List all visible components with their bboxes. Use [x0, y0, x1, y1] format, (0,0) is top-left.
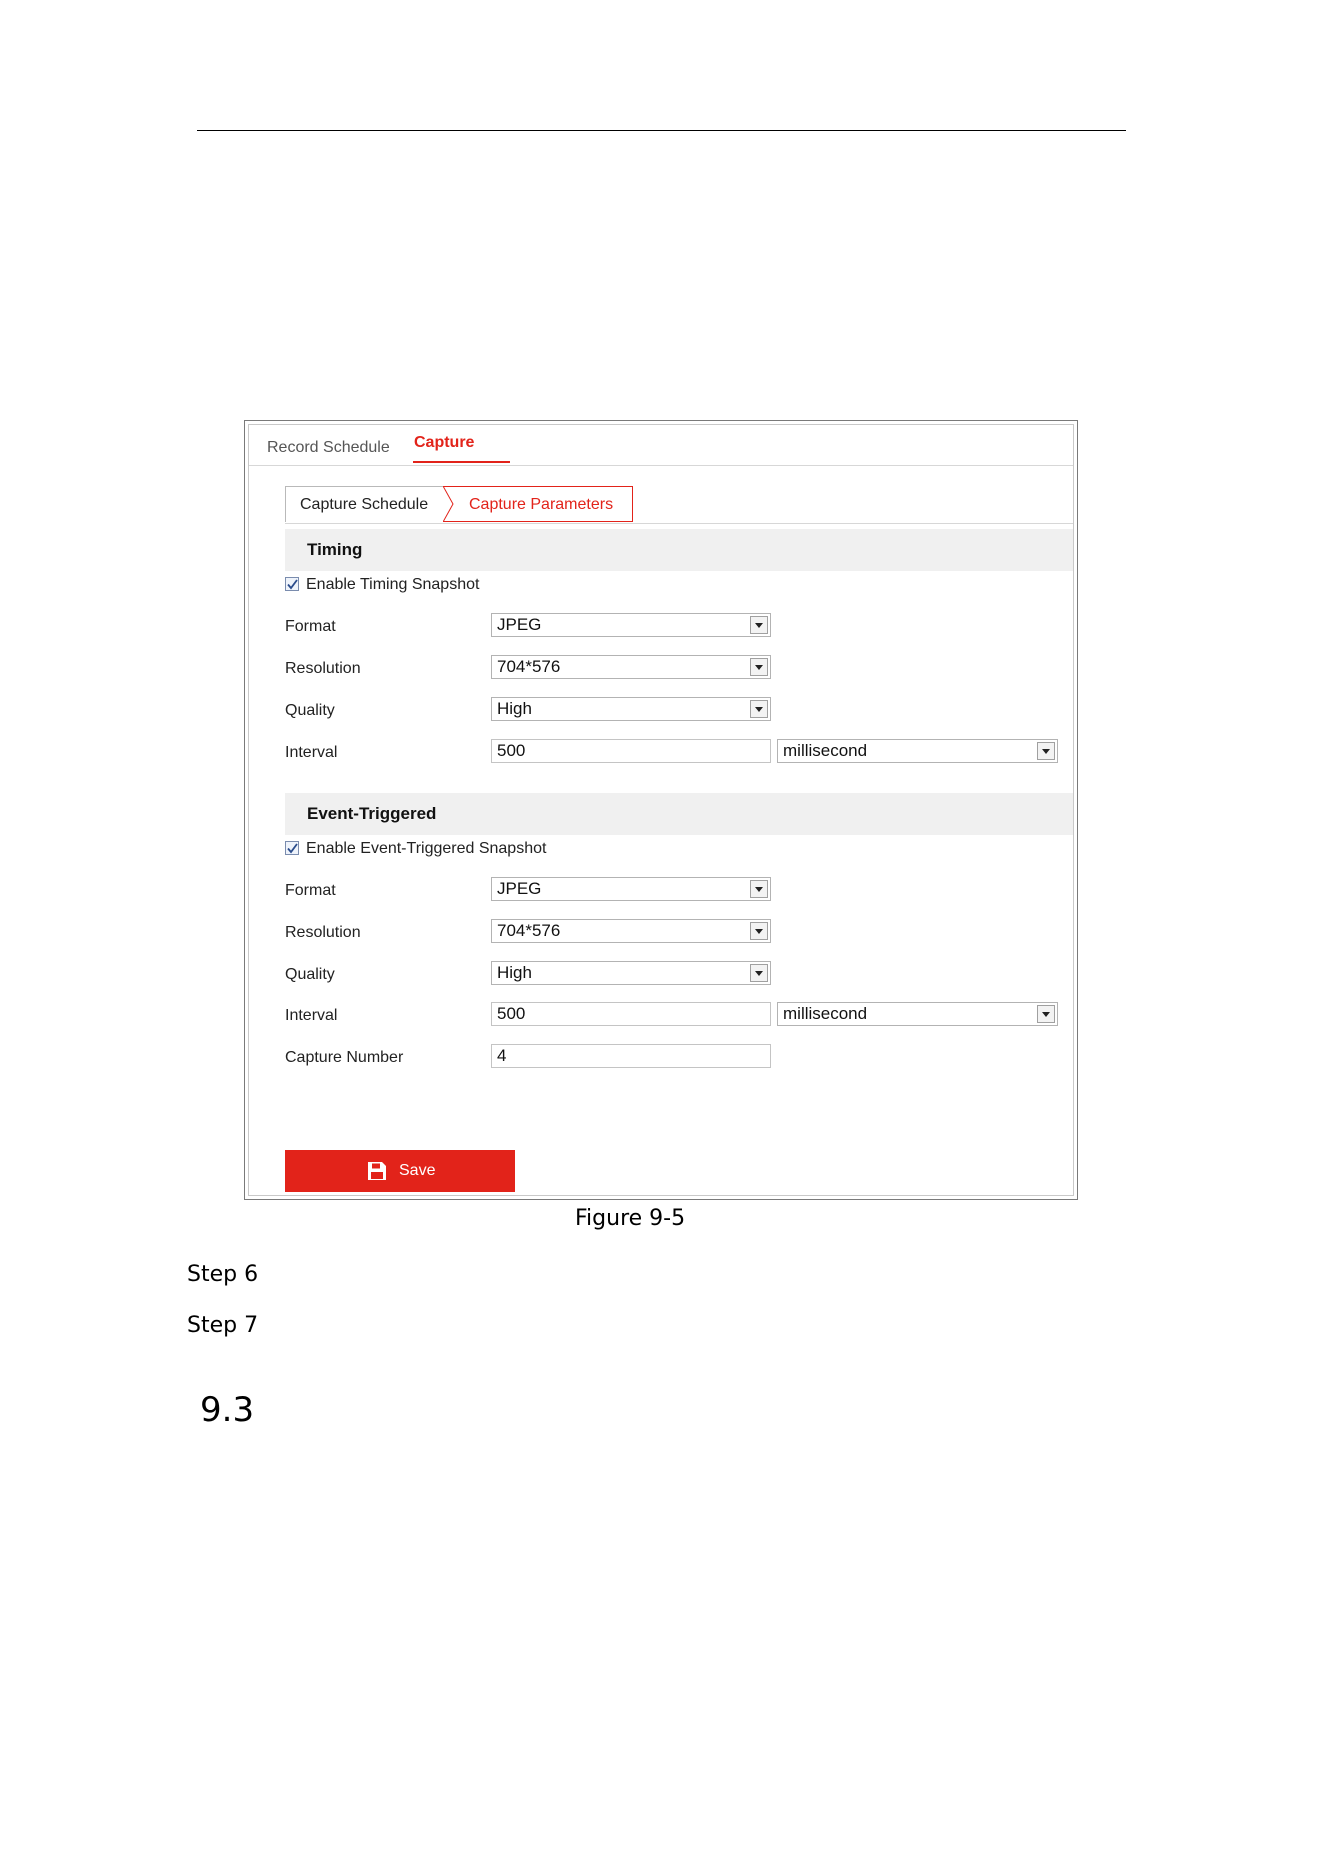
capture-number-input[interactable]: 4: [491, 1044, 771, 1068]
subtab-capture-parameters[interactable]: Capture Parameters: [443, 486, 633, 522]
event-format-label: Format: [285, 882, 336, 899]
timing-interval-label: Interval: [285, 744, 338, 761]
capture-settings-screenshot: [244, 420, 1078, 1200]
event-resolution-label: Resolution: [285, 924, 361, 941]
event-interval-unit-value: millisecond: [783, 1004, 868, 1023]
save-button-label: Save: [399, 1162, 436, 1179]
timing-resolution-value: 704*576: [497, 657, 561, 676]
section-heading-number: 9.3: [200, 1390, 255, 1430]
timing-format-label: Format: [285, 618, 336, 635]
dropdown-arrow-icon[interactable]: [1037, 742, 1055, 760]
event-resolution-value: 704*576: [497, 921, 561, 940]
capture-number-label: Capture Number: [285, 1049, 404, 1066]
subtab-chevron-icon: [443, 486, 455, 522]
timing-quality-label: Quality: [285, 702, 335, 719]
dropdown-arrow-icon[interactable]: [1037, 1005, 1055, 1023]
dropdown-arrow-icon[interactable]: [750, 964, 768, 982]
timing-format-select[interactable]: [491, 613, 771, 637]
dropdown-arrow-icon[interactable]: [750, 700, 768, 718]
tab-capture[interactable]: Capture: [414, 434, 475, 451]
timing-quality-value: High: [497, 699, 532, 718]
event-quality-value: High: [497, 963, 532, 982]
step-6: Step 6: [187, 1262, 259, 1287]
enable-timing-label: Enable Timing Snapshot: [306, 576, 480, 593]
event-quality-label: Quality: [285, 966, 335, 983]
dropdown-arrow-icon[interactable]: [750, 616, 768, 634]
enable-event-label: Enable Event-Triggered Snapshot: [306, 840, 547, 857]
event-quality-select[interactable]: [491, 961, 771, 985]
active-tab-underline: [413, 461, 510, 463]
subtab-capture-schedule[interactable]: Capture Schedule: [285, 486, 443, 522]
settings-panel: [248, 424, 1074, 1196]
timing-resolution-select[interactable]: [491, 655, 771, 679]
event-interval-label: Interval: [285, 1007, 338, 1024]
timing-format-value: JPEG: [497, 615, 542, 634]
step-7: Step 7: [187, 1313, 259, 1338]
enable-event-snapshot[interactable]: [285, 839, 546, 859]
enable-timing-snapshot[interactable]: [285, 575, 479, 595]
sub-tabs: [285, 486, 1073, 524]
event-format-value: JPEG: [497, 879, 542, 898]
header-rule: [197, 130, 1126, 131]
event-format-select[interactable]: [491, 877, 771, 901]
figure-caption: Figure 9-5: [575, 1206, 686, 1231]
checkmark-icon: [286, 842, 299, 855]
event-interval-unit-select[interactable]: [777, 1002, 1058, 1026]
timing-section-header: Timing: [285, 529, 1073, 571]
dropdown-arrow-icon[interactable]: [750, 880, 768, 898]
enable-timing-checkbox[interactable]: [285, 577, 299, 591]
checkmark-icon: [286, 578, 299, 591]
event-interval-input[interactable]: 500: [491, 1002, 771, 1026]
event-resolution-select[interactable]: [491, 919, 771, 943]
dropdown-arrow-icon[interactable]: [750, 922, 768, 940]
timing-interval-unit-value: millisecond: [783, 741, 868, 760]
enable-event-checkbox[interactable]: [285, 841, 299, 855]
save-button[interactable]: [285, 1150, 515, 1192]
main-tabs: [249, 425, 1073, 466]
timing-interval-unit-select[interactable]: [777, 739, 1058, 763]
tab-record-schedule[interactable]: Record Schedule: [267, 439, 390, 456]
dropdown-arrow-icon[interactable]: [750, 658, 768, 676]
timing-quality-select[interactable]: [491, 697, 771, 721]
floppy-disk-icon: [367, 1161, 387, 1181]
timing-resolution-label: Resolution: [285, 660, 361, 677]
timing-interval-input[interactable]: 500: [491, 739, 771, 763]
event-section-header: Event-Triggered: [285, 793, 1073, 835]
